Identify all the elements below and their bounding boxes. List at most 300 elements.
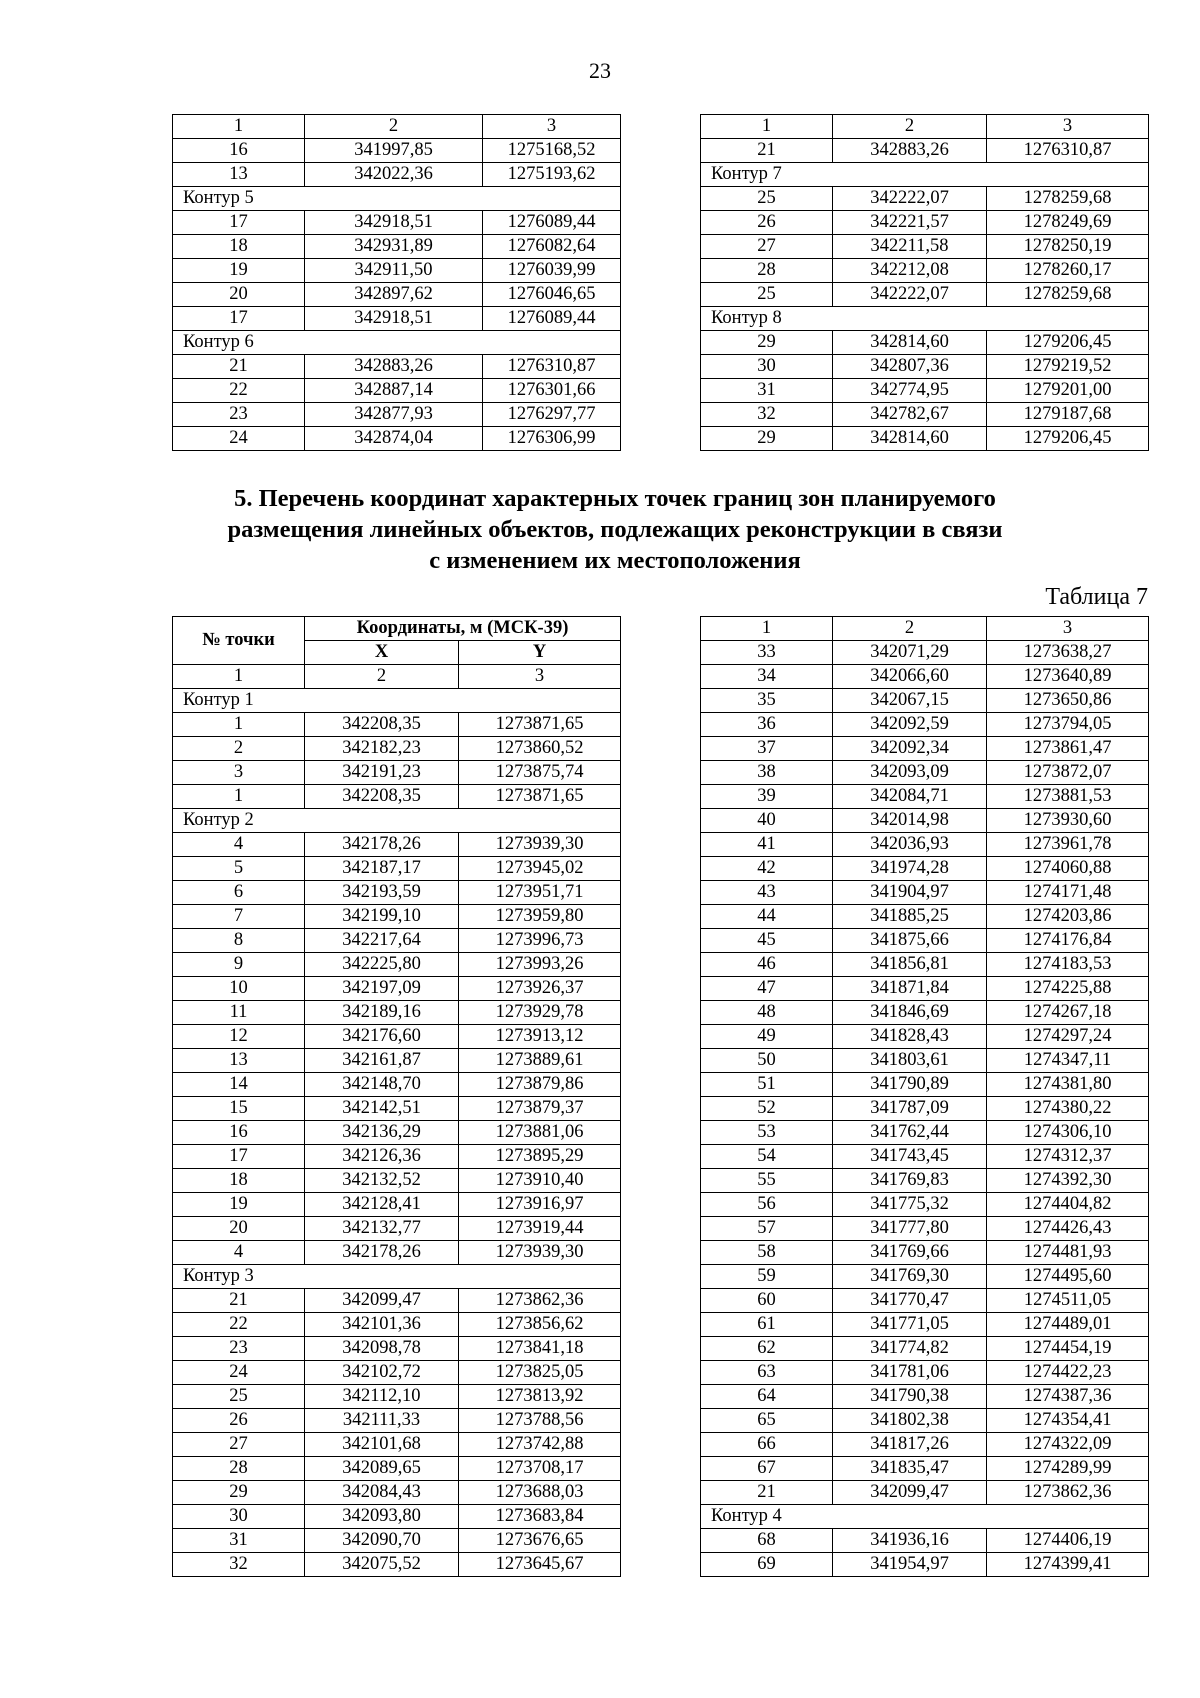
table-row (701, 1145, 1149, 1169)
y-coordinate-cell: 1276089,44 (483, 307, 621, 331)
point-number-cell: 27 (701, 235, 833, 259)
x-coordinate-cell: 341885,25 (833, 905, 987, 929)
column-number-row (701, 115, 1149, 139)
point-number-cell: 51 (701, 1073, 833, 1097)
point-number-cell: 62 (701, 1337, 833, 1361)
header-cell: 3 (483, 115, 621, 139)
table-row (701, 1265, 1149, 1289)
point-number-cell: 37 (701, 737, 833, 761)
y-coordinate-cell: 1273889,61 (459, 1049, 621, 1073)
contour-label: Контур 2 (173, 809, 621, 833)
x-coordinate-cell: 342084,71 (833, 785, 987, 809)
y-coordinate-cell: 1273875,74 (459, 761, 621, 785)
point-number-cell: 17 (173, 307, 305, 331)
top-left-coordinates-table (172, 114, 621, 451)
section-title-line: 5. Перечень координат характерных точек границ зон планируемого (234, 485, 996, 512)
x-coordinate-cell: 342111,33 (305, 1409, 459, 1433)
x-coordinate-cell: 342217,64 (305, 929, 459, 953)
table-row (173, 1145, 621, 1169)
point-number-cell: 53 (701, 1121, 833, 1145)
point-number-cell: 7 (173, 905, 305, 929)
table-row (173, 355, 621, 379)
y-coordinate-cell: 1273794,05 (987, 713, 1149, 737)
y-coordinate-cell: 1273872,07 (987, 761, 1149, 785)
y-coordinate-cell: 1273916,97 (459, 1193, 621, 1217)
x-coordinate-cell: 342814,60 (833, 427, 987, 451)
x-coordinate-cell: 341997,85 (305, 139, 483, 163)
point-number-cell: 63 (701, 1361, 833, 1385)
point-number-cell: 34 (701, 665, 833, 689)
table-row (701, 211, 1149, 235)
point-number-cell: 21 (701, 1481, 833, 1505)
table-row (173, 1313, 621, 1337)
contour-row (701, 1505, 1149, 1529)
table-row (701, 427, 1149, 451)
point-number-cell: 50 (701, 1049, 833, 1073)
header-cell: 2 (305, 665, 459, 689)
y-coordinate-cell: 1276039,99 (483, 259, 621, 283)
y-coordinate-cell: 1276082,64 (483, 235, 621, 259)
y-coordinate-cell: 1273862,36 (987, 1481, 1149, 1505)
point-number-cell: 28 (701, 259, 833, 283)
point-number-cell: 32 (701, 403, 833, 427)
x-coordinate-cell: 341770,47 (833, 1289, 987, 1313)
point-number-cell: 57 (701, 1217, 833, 1241)
coordinates-header: Координаты, м (МСК-39) (305, 617, 621, 641)
point-number-cell: 40 (701, 809, 833, 833)
y-coordinate-cell: 1273951,71 (459, 881, 621, 905)
y-coordinate-cell: 1273895,29 (459, 1145, 621, 1169)
x-coordinate-cell: 341762,44 (833, 1121, 987, 1145)
table-row (701, 1241, 1149, 1265)
x-coordinate-cell: 342176,60 (305, 1025, 459, 1049)
y-coordinate-cell: 1273871,65 (459, 713, 621, 737)
point-number-cell: 25 (701, 283, 833, 307)
x-coordinate-cell: 342014,98 (833, 809, 987, 833)
y-coordinate-cell: 1274322,09 (987, 1433, 1149, 1457)
point-number-cell: 30 (701, 355, 833, 379)
table-row (701, 355, 1149, 379)
contour-label: Контур 8 (701, 307, 1149, 331)
y-coordinate-cell: 1273688,03 (459, 1481, 621, 1505)
point-number-cell: 56 (701, 1193, 833, 1217)
table-row (701, 403, 1149, 427)
y-coordinate-cell: 1274454,19 (987, 1337, 1149, 1361)
x-coordinate-cell: 342067,15 (833, 689, 987, 713)
x-coordinate-cell: 341936,16 (833, 1529, 987, 1553)
table-row (173, 833, 621, 857)
table-row (173, 283, 621, 307)
x-coordinate-cell: 342222,07 (833, 283, 987, 307)
point-number-cell: 21 (173, 1289, 305, 1313)
x-coordinate-cell: 342066,60 (833, 665, 987, 689)
table-row (701, 331, 1149, 355)
point-number-cell: 15 (173, 1097, 305, 1121)
x-coordinate-cell: 341743,45 (833, 1145, 987, 1169)
x-coordinate-cell: 342099,47 (833, 1481, 987, 1505)
table-row (701, 761, 1149, 785)
point-number-cell: 58 (701, 1241, 833, 1265)
x-coordinate-cell: 342191,23 (305, 761, 459, 785)
x-coordinate-cell: 342093,09 (833, 761, 987, 785)
x-coordinate-cell: 341856,81 (833, 953, 987, 977)
x-coordinate-cell: 341803,61 (833, 1049, 987, 1073)
y-coordinate-cell: 1274176,84 (987, 929, 1149, 953)
table-row (173, 977, 621, 1001)
y-coordinate-cell: 1273645,67 (459, 1553, 621, 1577)
x-coordinate-cell: 342197,09 (305, 977, 459, 1001)
header-cell: 1 (701, 115, 833, 139)
x-coordinate-cell: 342084,43 (305, 1481, 459, 1505)
table-row (701, 785, 1149, 809)
x-coordinate-cell: 341871,84 (833, 977, 987, 1001)
y-coordinate-cell: 1273841,18 (459, 1337, 621, 1361)
point-number-cell: 69 (701, 1553, 833, 1577)
table-row (701, 1193, 1149, 1217)
x-coordinate-cell: 341954,97 (833, 1553, 987, 1577)
x-coordinate-cell: 342136,29 (305, 1121, 459, 1145)
point-number-cell: 27 (173, 1433, 305, 1457)
x-coordinate-cell: 342874,04 (305, 427, 483, 451)
table-row (701, 1361, 1149, 1385)
y-coordinate-cell: 1276310,87 (483, 355, 621, 379)
x-coordinate-cell: 341817,26 (833, 1433, 987, 1457)
point-number-cell: 41 (701, 833, 833, 857)
x-coordinate-cell: 342132,52 (305, 1169, 459, 1193)
header-cell: 3 (459, 665, 621, 689)
table-row (173, 211, 621, 235)
point-number-cell: 54 (701, 1145, 833, 1169)
section-title-line: с изменением их местоположения (429, 547, 801, 574)
point-number-cell: 67 (701, 1457, 833, 1481)
table-row (173, 403, 621, 427)
y-coordinate-cell: 1273996,73 (459, 929, 621, 953)
contour-label: Контур 6 (173, 331, 621, 355)
y-coordinate-cell: 1279206,45 (987, 331, 1149, 355)
x-coordinate-cell: 341775,32 (833, 1193, 987, 1217)
contour-label: Контур 3 (173, 1265, 621, 1289)
contour-row (173, 809, 621, 833)
x-coordinate-cell: 342212,08 (833, 259, 987, 283)
table-row (173, 1385, 621, 1409)
point-number-cell: 31 (173, 1529, 305, 1553)
point-number-cell: 21 (173, 355, 305, 379)
x-coordinate-cell: 342193,59 (305, 881, 459, 905)
x-coordinate-cell: 342075,52 (305, 1553, 459, 1577)
table-row (173, 953, 621, 977)
y-coordinate-cell: 1273910,40 (459, 1169, 621, 1193)
y-coordinate-cell: 1278249,69 (987, 211, 1149, 235)
y-coordinate-cell: 1273856,62 (459, 1313, 621, 1337)
point-number-cell: 60 (701, 1289, 833, 1313)
point-number-cell: 17 (173, 211, 305, 235)
y-coordinate-cell: 1274511,05 (987, 1289, 1149, 1313)
y-coordinate-cell: 1274489,01 (987, 1313, 1149, 1337)
table-row (173, 785, 621, 809)
x-coordinate-cell: 341790,89 (833, 1073, 987, 1097)
table-row (173, 307, 621, 331)
x-coordinate-cell: 341846,69 (833, 1001, 987, 1025)
y-coordinate-cell: 1273871,65 (459, 785, 621, 809)
point-number-cell: 23 (173, 1337, 305, 1361)
x-coordinate-cell: 342918,51 (305, 307, 483, 331)
y-coordinate-cell: 1274404,82 (987, 1193, 1149, 1217)
point-number-cell: 48 (701, 1001, 833, 1025)
point-number-cell: 17 (173, 1145, 305, 1169)
y-coordinate-cell: 1274380,22 (987, 1097, 1149, 1121)
point-number-cell: 26 (701, 211, 833, 235)
x-coordinate-cell: 342211,58 (833, 235, 987, 259)
y-coordinate-cell: 1274183,53 (987, 953, 1149, 977)
x-coordinate-cell: 342099,47 (305, 1289, 459, 1313)
x-coordinate-cell: 342089,65 (305, 1457, 459, 1481)
x-coordinate-cell: 342911,50 (305, 259, 483, 283)
y-coordinate-cell: 1279219,52 (987, 355, 1149, 379)
table-row (173, 1433, 621, 1457)
point-number-cell: 55 (701, 1169, 833, 1193)
table-row (173, 235, 621, 259)
y-coordinate-cell: 1273929,78 (459, 1001, 621, 1025)
table-row (701, 1553, 1149, 1577)
y-coordinate-cell: 1274387,36 (987, 1385, 1149, 1409)
point-number-cell: 44 (701, 905, 833, 929)
table-row (701, 1289, 1149, 1313)
table-row (701, 737, 1149, 761)
contour-label: Контур 4 (701, 1505, 1149, 1529)
table-row (701, 641, 1149, 665)
table-row (173, 163, 621, 187)
point-number-cell: 13 (173, 163, 305, 187)
x-coordinate-cell: 342222,07 (833, 187, 987, 211)
table-row (701, 953, 1149, 977)
x-coordinate-cell: 342807,36 (833, 355, 987, 379)
section-title (150, 483, 1080, 576)
point-number-cell: 4 (173, 833, 305, 857)
y-coordinate-cell: 1274422,23 (987, 1361, 1149, 1385)
y-coordinate-cell: 1274381,80 (987, 1073, 1149, 1097)
y-coordinate-cell: 1276089,44 (483, 211, 621, 235)
table-row (701, 905, 1149, 929)
y-coordinate-cell: 1273683,84 (459, 1505, 621, 1529)
y-coordinate-cell: 1274426,43 (987, 1217, 1149, 1241)
point-number-cell: 25 (173, 1385, 305, 1409)
y-coordinate-cell: 1274406,19 (987, 1529, 1149, 1553)
point-number-cell: 5 (173, 857, 305, 881)
contour-row (173, 187, 621, 211)
table-row (173, 1193, 621, 1217)
x-coordinate-cell: 342178,26 (305, 833, 459, 857)
point-number-cell: 64 (701, 1385, 833, 1409)
contour-label: Контур 5 (173, 187, 621, 211)
x-coordinate-cell: 342090,70 (305, 1529, 459, 1553)
table-row (701, 1481, 1149, 1505)
table-row (701, 1385, 1149, 1409)
point-number-cell: 43 (701, 881, 833, 905)
y-coordinate-cell: 1278259,68 (987, 187, 1149, 211)
y-coordinate-cell: 1273638,27 (987, 641, 1149, 665)
table-row (173, 1529, 621, 1553)
y-coordinate-cell: 1273945,02 (459, 857, 621, 881)
point-number-header: № точки (173, 617, 305, 665)
table-row (701, 139, 1149, 163)
point-number-cell: 39 (701, 785, 833, 809)
point-number-cell: 68 (701, 1529, 833, 1553)
table-row (173, 1505, 621, 1529)
contour-row (173, 331, 621, 355)
table-row (173, 1289, 621, 1313)
point-number-cell: 36 (701, 713, 833, 737)
table-row (701, 1049, 1149, 1073)
x-coordinate-cell: 342132,77 (305, 1217, 459, 1241)
top-right-coordinates-table (700, 114, 1149, 451)
point-number-cell: 25 (701, 187, 833, 211)
point-number-cell: 24 (173, 427, 305, 451)
point-number-cell: 45 (701, 929, 833, 953)
point-number-cell: 19 (173, 1193, 305, 1217)
point-number-cell: 22 (173, 379, 305, 403)
point-number-cell: 11 (173, 1001, 305, 1025)
table-row (701, 235, 1149, 259)
x-coordinate-cell: 342918,51 (305, 211, 483, 235)
point-number-cell: 16 (173, 1121, 305, 1145)
x-coordinate-cell: 342782,67 (833, 403, 987, 427)
point-number-cell: 18 (173, 235, 305, 259)
y-coordinate-cell: 1274267,18 (987, 1001, 1149, 1025)
contour-row (173, 1265, 621, 1289)
point-number-cell: 20 (173, 1217, 305, 1241)
table-row (701, 1337, 1149, 1361)
table-row (173, 1097, 621, 1121)
table-row (173, 905, 621, 929)
y-coordinate-cell: 1273879,37 (459, 1097, 621, 1121)
table-7-right (700, 616, 1149, 1577)
y-coordinate-cell: 1273881,06 (459, 1121, 621, 1145)
x-coordinate-cell: 342208,35 (305, 785, 459, 809)
point-number-cell: 29 (701, 427, 833, 451)
point-number-cell: 46 (701, 953, 833, 977)
table-row (173, 1073, 621, 1097)
x-coordinate-cell: 342814,60 (833, 331, 987, 355)
y-coordinate-cell: 1273742,88 (459, 1433, 621, 1457)
x-coordinate-cell: 342128,41 (305, 1193, 459, 1217)
y-coordinate-cell: 1273862,36 (459, 1289, 621, 1313)
table-row (701, 833, 1149, 857)
y-coordinate-cell: 1273913,12 (459, 1025, 621, 1049)
y-coordinate-cell: 1274312,37 (987, 1145, 1149, 1169)
table-row (701, 809, 1149, 833)
y-coordinate-cell: 1279187,68 (987, 403, 1149, 427)
x-coordinate-cell: 341781,06 (833, 1361, 987, 1385)
table-row (701, 1409, 1149, 1433)
point-number-cell: 1 (173, 713, 305, 737)
y-coordinate-cell: 1273788,56 (459, 1409, 621, 1433)
header-cell: 1 (701, 617, 833, 641)
y-coordinate-cell: 1273993,26 (459, 953, 621, 977)
y-coordinate-cell: 1273930,60 (987, 809, 1149, 833)
contour-row (701, 307, 1149, 331)
header-cell: 3 (987, 115, 1149, 139)
table-row (701, 1025, 1149, 1049)
x-coordinate-cell: 342036,93 (833, 833, 987, 857)
y-coordinate-cell: 1275168,52 (483, 139, 621, 163)
table-row (701, 1313, 1149, 1337)
y-coordinate-cell: 1274225,88 (987, 977, 1149, 1001)
x-coordinate-cell: 342221,57 (833, 211, 987, 235)
y-coordinate-cell: 1273939,30 (459, 833, 621, 857)
column-number-row (173, 115, 621, 139)
table-row (701, 1217, 1149, 1241)
y-coordinate-cell: 1273708,17 (459, 1457, 621, 1481)
x-coordinate-cell: 342187,17 (305, 857, 459, 881)
x-coordinate-cell: 342092,34 (833, 737, 987, 761)
point-number-cell: 23 (173, 403, 305, 427)
point-number-cell: 29 (173, 1481, 305, 1505)
x-coordinate-cell: 342101,68 (305, 1433, 459, 1457)
x-coordinate-cell: 342883,26 (305, 355, 483, 379)
table-row (173, 1553, 621, 1577)
column-number-row (173, 665, 621, 689)
x-coordinate-cell: 342883,26 (833, 139, 987, 163)
table-row (701, 379, 1149, 403)
x-coordinate-cell: 342102,72 (305, 1361, 459, 1385)
header-cell: 2 (305, 115, 483, 139)
point-number-cell: 59 (701, 1265, 833, 1289)
point-number-cell: 49 (701, 1025, 833, 1049)
x-coordinate-cell: 342161,87 (305, 1049, 459, 1073)
x-coordinate-cell: 342189,16 (305, 1001, 459, 1025)
table-row (701, 1097, 1149, 1121)
x-coordinate-cell: 341769,30 (833, 1265, 987, 1289)
table-row (701, 665, 1149, 689)
table-row (701, 1433, 1149, 1457)
y-coordinate-cell: 1273961,78 (987, 833, 1149, 857)
point-number-cell: 29 (701, 331, 833, 355)
y-coordinate-cell: 1274171,48 (987, 881, 1149, 905)
x-coordinate-cell: 342093,80 (305, 1505, 459, 1529)
point-number-cell: 66 (701, 1433, 833, 1457)
x-coordinate-cell: 341769,83 (833, 1169, 987, 1193)
point-number-cell: 35 (701, 689, 833, 713)
x-coordinate-cell: 342897,62 (305, 283, 483, 307)
table-row (173, 857, 621, 881)
y-coordinate-cell: 1273825,05 (459, 1361, 621, 1385)
point-number-cell: 13 (173, 1049, 305, 1073)
y-coordinate-cell: 1274060,88 (987, 857, 1149, 881)
y-coordinate-cell: 1273879,86 (459, 1073, 621, 1097)
x-coordinate-cell: 341774,82 (833, 1337, 987, 1361)
x-coordinate-cell: 341787,09 (833, 1097, 987, 1121)
table-row (173, 1049, 621, 1073)
y-header: Y (459, 641, 621, 665)
table-row (173, 1217, 621, 1241)
contour-row (701, 163, 1149, 187)
page-number: 23 (589, 58, 611, 83)
point-number-cell: 28 (173, 1457, 305, 1481)
point-number-cell: 3 (173, 761, 305, 785)
x-coordinate-cell: 342208,35 (305, 713, 459, 737)
x-header: X (305, 641, 459, 665)
y-coordinate-cell: 1276310,87 (987, 139, 1149, 163)
table-row (701, 689, 1149, 713)
x-coordinate-cell: 342774,95 (833, 379, 987, 403)
table-row (701, 259, 1149, 283)
point-number-cell: 30 (173, 1505, 305, 1529)
header-cell: 1 (173, 115, 305, 139)
y-coordinate-cell: 1274347,11 (987, 1049, 1149, 1073)
x-coordinate-cell: 342092,59 (833, 713, 987, 737)
y-coordinate-cell: 1278260,17 (987, 259, 1149, 283)
y-coordinate-cell: 1276046,65 (483, 283, 621, 307)
